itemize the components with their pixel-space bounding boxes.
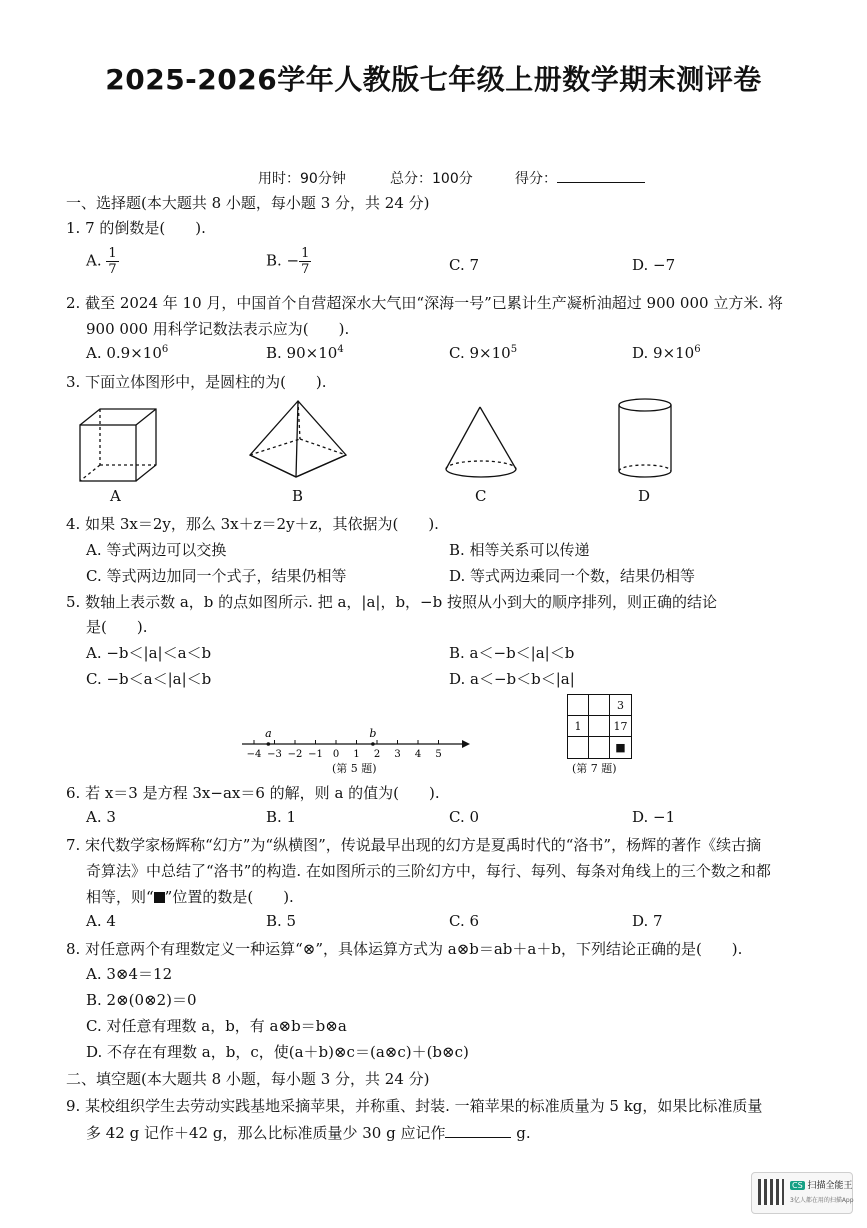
q1-b-label: B. − (266, 251, 300, 270)
magic-square-cell: ■ (615, 741, 626, 754)
q7-option-d: D. 7 (632, 912, 663, 930)
score-label (515, 168, 645, 188)
q2-b-exp: 4 (337, 344, 344, 355)
q8-stem: 8. 对任意两个有理数定义一种运算“⊗”，具体运算方式为 a⊗b＝ab＋a＋b，下列结论正确的是( ). (66, 940, 743, 958)
q4-stem: 4. 如果 3x＝2y，那么 3x＋z＝2y＋z，其依据为( ). (66, 515, 439, 533)
q6-option-c: C. 0 (449, 808, 480, 826)
q4-option-b: B. 相等关系可以传递 (449, 541, 590, 559)
watermark-name: 扫描全能王 (807, 1181, 853, 1191)
section-1-heading: 一、选择题(本大题共 8 小题，每小题 3 分，共 24 分) (66, 194, 430, 212)
number-line-tick-label: −2 (287, 749, 303, 760)
cylinder-shape (619, 399, 671, 477)
q9-line2 (86, 1122, 531, 1143)
q3-solids-figure (70, 395, 710, 510)
q9-line2-text: 多 42 g 记作＋42 g，那么比标准质量少 30 g 应记作 (86, 1124, 446, 1142)
q2-line2: 900 000 用科学记数法表示应为( ). (86, 320, 350, 338)
time-label: 用时：90分钟 (258, 171, 346, 187)
number-line-arrow (462, 740, 470, 748)
number-line-tick-label: −4 (246, 749, 262, 760)
number-line-tick-label: 1 (353, 749, 360, 760)
q5-option-b: B. a＜−b＜|a|＜b (449, 644, 575, 662)
cs-logo-icon: CS (792, 1181, 803, 1190)
number-line-tick-label: −1 (308, 749, 323, 760)
watermark-title (790, 1178, 853, 1191)
black-square-icon (154, 892, 165, 903)
q2-option-a (86, 344, 168, 362)
number-line-tick-label: 2 (373, 749, 381, 760)
point-a-label: a (265, 727, 272, 740)
q2-a-exp: 6 (161, 344, 169, 355)
q3-label-c: C (475, 487, 487, 505)
q3-label-b: B (292, 487, 304, 505)
q7-line3-end: ”位置的数是( ). (164, 888, 294, 906)
magic-square-cell: 3 (610, 695, 631, 716)
q6-option-a: A. 3 (86, 808, 116, 826)
number-line-tick-label: 5 (435, 749, 442, 760)
q2-b-base: B. 90×10 (266, 344, 338, 362)
magic-square-cell: 1 (568, 716, 589, 737)
q1-b-num: 1 (301, 246, 310, 261)
q1-stem: 1. 7 的倒数是( ). (66, 219, 206, 237)
magic-square-cell (589, 737, 610, 758)
q1-a-fraction (106, 246, 118, 277)
q8-option-d: D. 不存在有理数 a，b，c，使(a＋b)⊗c＝(a⊗c)＋(b⊗c) (86, 1043, 469, 1061)
q7-line2: 奇算法》中总结了“洛书”的构造. 在如图所示的三阶幻方中，每行、每列、每条对角线上的三个数之和都 (86, 862, 771, 880)
q9-unit: g. (511, 1124, 531, 1142)
q9-answer-blank (445, 1123, 511, 1138)
q2-c-exp: 5 (510, 344, 518, 355)
cube-shape (80, 409, 156, 481)
q5-option-d: D. a＜−b＜b＜|a| (449, 670, 575, 688)
magic-square-grid (567, 694, 632, 759)
q8-option-c: C. 对任意有理数 a，b，有 a⊗b＝b⊗a (86, 1017, 347, 1035)
score-text: 得分： (515, 171, 557, 187)
page-title: 2025-2026学年人教版七年级上册数学期末测评卷 (105, 63, 762, 96)
q4-option-d: D. 等式两边乘同一个数，结果仍相等 (449, 567, 696, 585)
q7-line3 (86, 886, 294, 907)
q6-stem: 6. 若 x＝3 是方程 3x−ax＝6 的解，则 a 的值为( ). (66, 784, 440, 802)
scanner-watermark (751, 1172, 853, 1214)
q2-d-base: D. 9×10 (632, 344, 695, 362)
number-line-tick-label: 3 (394, 749, 401, 760)
q1-a-label: A. (86, 251, 102, 270)
q7-option-a: A. 4 (86, 912, 116, 930)
watermark-sub: 3亿人都在用的扫描App (790, 1197, 854, 1204)
q4-option-a: A. 等式两边可以交换 (86, 541, 227, 559)
q5-option-a: A. −b＜|a|＜a＜b (86, 644, 212, 662)
number-line-figure (238, 726, 478, 762)
point-b-dot (371, 742, 375, 746)
q7-option-c: C. 6 (449, 912, 480, 930)
q5-line2: 是( ). (86, 618, 148, 636)
pyramid-shape (250, 401, 346, 477)
q3-label-d: D (638, 487, 651, 505)
q9-line1: 9. 某校组织学生去劳动实践基地采摘苹果，并称重、封装. 一箱苹果的标准质量为 5 kg，如果比标准质量 (66, 1097, 763, 1115)
number-line-tick-label: 4 (414, 749, 422, 760)
q5-option-c: C. −b＜a＜|a|＜b (86, 670, 212, 688)
q1-option-c: C. 7 (449, 256, 480, 274)
q2-option-b (266, 344, 344, 362)
q2-a-base: A. 0.9×10 (86, 344, 162, 362)
q1-a-num: 1 (108, 246, 117, 261)
q6-option-b: B. 1 (266, 808, 297, 826)
number-line-tick-label: 0 (332, 749, 340, 760)
q3-stem: 3. 下面立体图形中，是圆柱的为( ). (66, 373, 327, 391)
q8-option-a: A. 3⊗4＝12 (86, 965, 173, 983)
point-a-dot (267, 742, 271, 746)
total-label: 总分：100分 (390, 171, 473, 187)
q4-option-c: C. 等式两边加同一个式子，结果仍相等 (86, 567, 347, 585)
q1-option-a (86, 246, 119, 277)
magic-square-cell (568, 737, 589, 758)
point-b-label: b (369, 727, 377, 740)
section-2-heading: 二、填空题(本大题共 8 小题，每小题 3 分，共 24 分) (66, 1070, 430, 1088)
q1-b-den: 7 (301, 262, 310, 277)
q2-option-d (632, 344, 701, 362)
q8-option-b: B. 2⊗(0⊗2)＝0 (86, 991, 197, 1009)
magic-square-cell: 17 (610, 716, 631, 737)
q7-option-b: B. 5 (266, 912, 297, 930)
magic-square-cell (589, 716, 610, 737)
q2-c-base: C. 9×10 (449, 344, 511, 362)
magic-square-cell (589, 695, 610, 716)
number-line-tick-label: −3 (267, 749, 282, 760)
q1-b-fraction (299, 246, 311, 277)
q1-option-b (266, 246, 311, 277)
q3-label-a: A (110, 487, 121, 505)
q5-line1: 5. 数轴上表示数 a，b 的点如图所示. 把 a，|a|，b，−b 按照从小到大的顺序排列，则正确的结论 (66, 593, 718, 611)
q5-figure-caption: (第 5 题) (332, 762, 377, 775)
q7-line3-start: 相等，则“ (86, 888, 154, 906)
cone-shape (446, 407, 516, 477)
q2-d-exp: 6 (694, 344, 701, 355)
q2-option-c (449, 344, 517, 362)
score-blank (557, 168, 645, 183)
q7-figure-caption: (第 7 题) (572, 762, 617, 775)
q1-option-d: D. −7 (632, 256, 676, 274)
magic-square-cell (568, 695, 589, 716)
q1-a-den: 7 (108, 262, 117, 277)
q7-line1: 7. 宋代数学家杨辉称“幻方”为“纵横图”，传说最早出现的幻方是夏禹时代的“洛书”，杨辉的著作《续古摘 (66, 836, 762, 854)
q6-option-d: D. −1 (632, 808, 676, 826)
qr-code-icon (758, 1179, 784, 1205)
q2-line1: 2. 截至 2024 年 10 月，中国首个自营超深水大气田“深海一号”已累计生产凝析油超过 900 000 立方米. 将 (66, 294, 783, 312)
